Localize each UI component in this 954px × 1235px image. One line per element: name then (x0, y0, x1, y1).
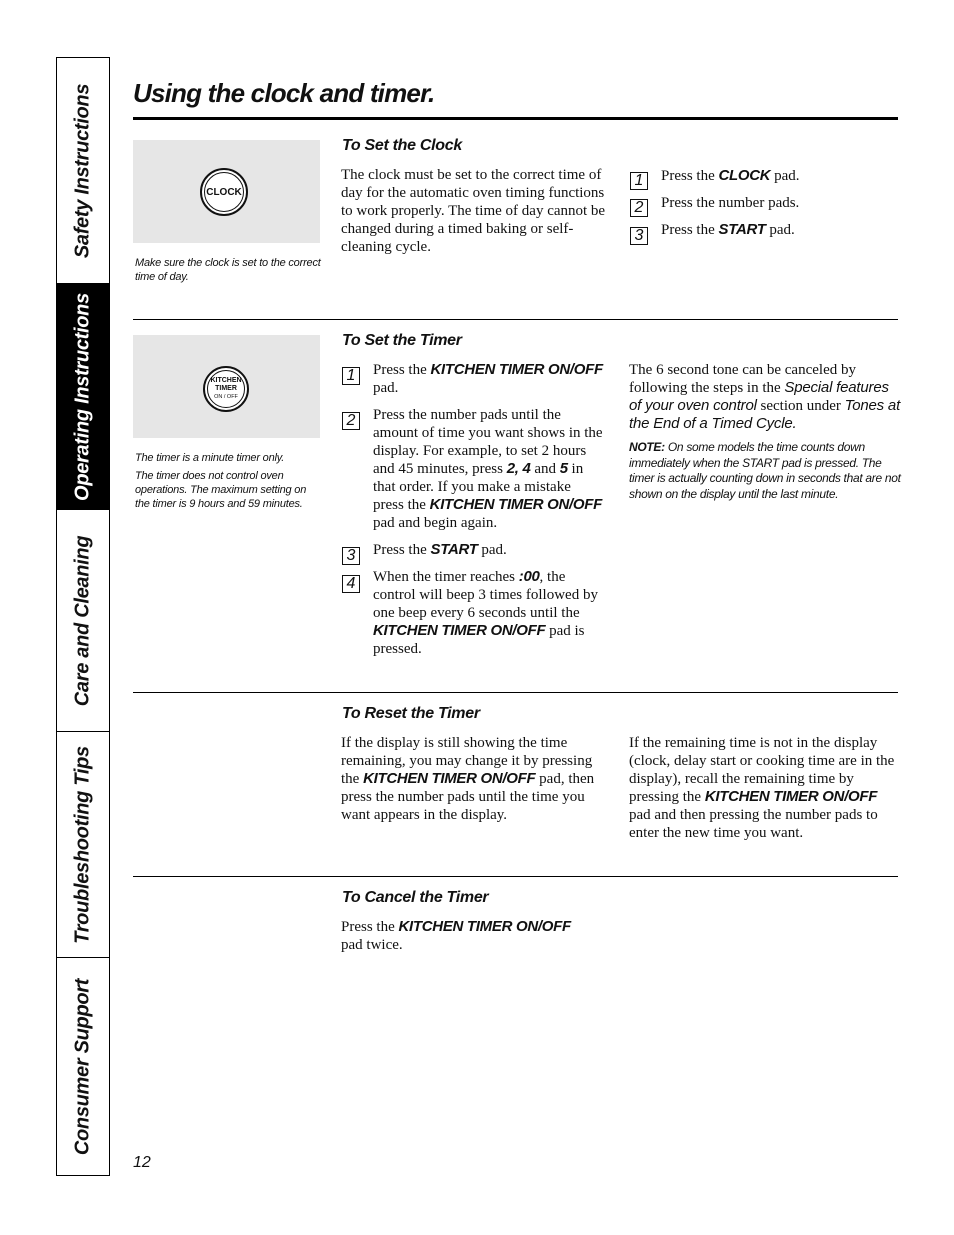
cancel-timer-text: Press the KITCHEN TIMER ON/OFF pad twice. (341, 918, 571, 953)
clock-pad-illustration (133, 140, 320, 243)
reset-timer-title: To Reset the Timer (342, 705, 480, 722)
step-text: When the timer reaches :00, the control will beep 3 times followed by one beep every 6 seconds until the KITCHEN TIMER ON/OFF pad is pressed. (373, 568, 598, 657)
tab-operating-instructions[interactable] (57, 284, 109, 510)
clock-caption: Make sure the clock is set to the correct time of day. (135, 257, 321, 283)
timer-pad-label-2: TIMER (215, 385, 237, 392)
step-number: 3 (630, 227, 648, 245)
key-name: START (430, 541, 478, 558)
timer-caption-2: The timer does not control oven operations. The maximum setting on the timer is 9 hours and 59 minutes. (135, 470, 307, 510)
timer-pad-illustration (133, 335, 320, 438)
tab-label: Troubleshooting Tips (71, 745, 94, 944)
timer-pad-label-3: ON / OFF (214, 394, 238, 400)
timer-pad-label-1: KITCHEN (210, 377, 242, 384)
cancel-timer-title: To Cancel the Timer (342, 889, 489, 906)
tab-care-and-cleaning[interactable] (57, 510, 109, 732)
step-number: 1 (342, 367, 360, 385)
section-tab-sidebar (56, 57, 110, 1176)
key-name: KITCHEN TIMER ON/OFF (430, 361, 603, 378)
tab-safety-instructions[interactable] (57, 58, 109, 284)
step-text: Press the number pads until the amount of time you want shows in the display. For example, to set 2 hours and 45 minutes, press 2, 4 and 5 in that order. If you make a mistake press the KITCHEN TIMER ON/OFF pad and begin again. (373, 407, 603, 531)
tab-troubleshooting-tips[interactable] (57, 732, 109, 958)
step-text: Press the KITCHEN TIMER ON/OFF pad. (373, 361, 603, 396)
step-text: Press the CLOCK pad. (661, 167, 800, 184)
reset-timer-left-text: If the display is still showing the time remaining, you may change it by pressing the KITCHEN TIMER ON/OFF pad, then press the number pads until the time you want appears in the display. (341, 735, 595, 823)
section-divider (133, 319, 898, 320)
tab-label: Operating Instructions (71, 292, 94, 501)
section-divider (133, 692, 898, 693)
timer-caption-1: The timer is a minute timer only. (135, 452, 285, 464)
step-text: Press the START pad. (373, 541, 507, 558)
tab-label: Safety Instructions (71, 83, 94, 258)
tab-consumer-support[interactable] (57, 958, 109, 1175)
page-number: 12 (133, 1154, 151, 1171)
reset-timer-right-text: If the remaining time is not in the display (clock, delay start or cooking time are in the display), recall the remaining time by pressing the KITCHEN TIMER ON/OFF pad and then pressing the number pads to enter the new time you want. (629, 735, 895, 841)
clock-pad-icon (200, 168, 248, 216)
key-name: CLOCK (718, 167, 771, 184)
set-clock-title: To Set the Clock (342, 137, 462, 154)
tab-label: Consumer Support (71, 978, 94, 1155)
step-number: 1 (630, 172, 648, 190)
note-label: NOTE: (629, 440, 665, 454)
section-divider (133, 876, 898, 877)
tab-label: Care and Cleaning (71, 535, 94, 706)
step-text: Press the number pads. (661, 195, 800, 211)
tone-cancel-text: The 6 second tone can be canceled by following the steps in the Special features of your oven control section under Tones at the End of a Timed Cycle. (629, 362, 901, 432)
step-number: 2 (630, 199, 648, 217)
timer-note: NOTE: On some models the time counts down immediately when the START pad is pressed. The timer is actually counting down in seconds that are not shown on the display until the last minute. (629, 440, 901, 501)
key-name: START (718, 221, 766, 238)
set-clock-body: The clock must be set to the correct time of day for the automatic oven timing functions to work properly. The time of day cannot be changed during a timed baking or self-cleaning cycle. (341, 167, 606, 255)
kitchen-timer-pad-icon (203, 366, 249, 412)
clock-pad-label: CLOCK (206, 186, 242, 198)
step-number: 4 (342, 575, 360, 593)
step-number: 3 (342, 547, 360, 565)
page-title: Using the clock and timer. (133, 78, 435, 108)
title-rule (133, 117, 898, 120)
set-timer-title: To Set the Timer (342, 332, 462, 349)
step-text: Press the START pad. (661, 221, 795, 238)
step-number: 2 (342, 412, 360, 430)
